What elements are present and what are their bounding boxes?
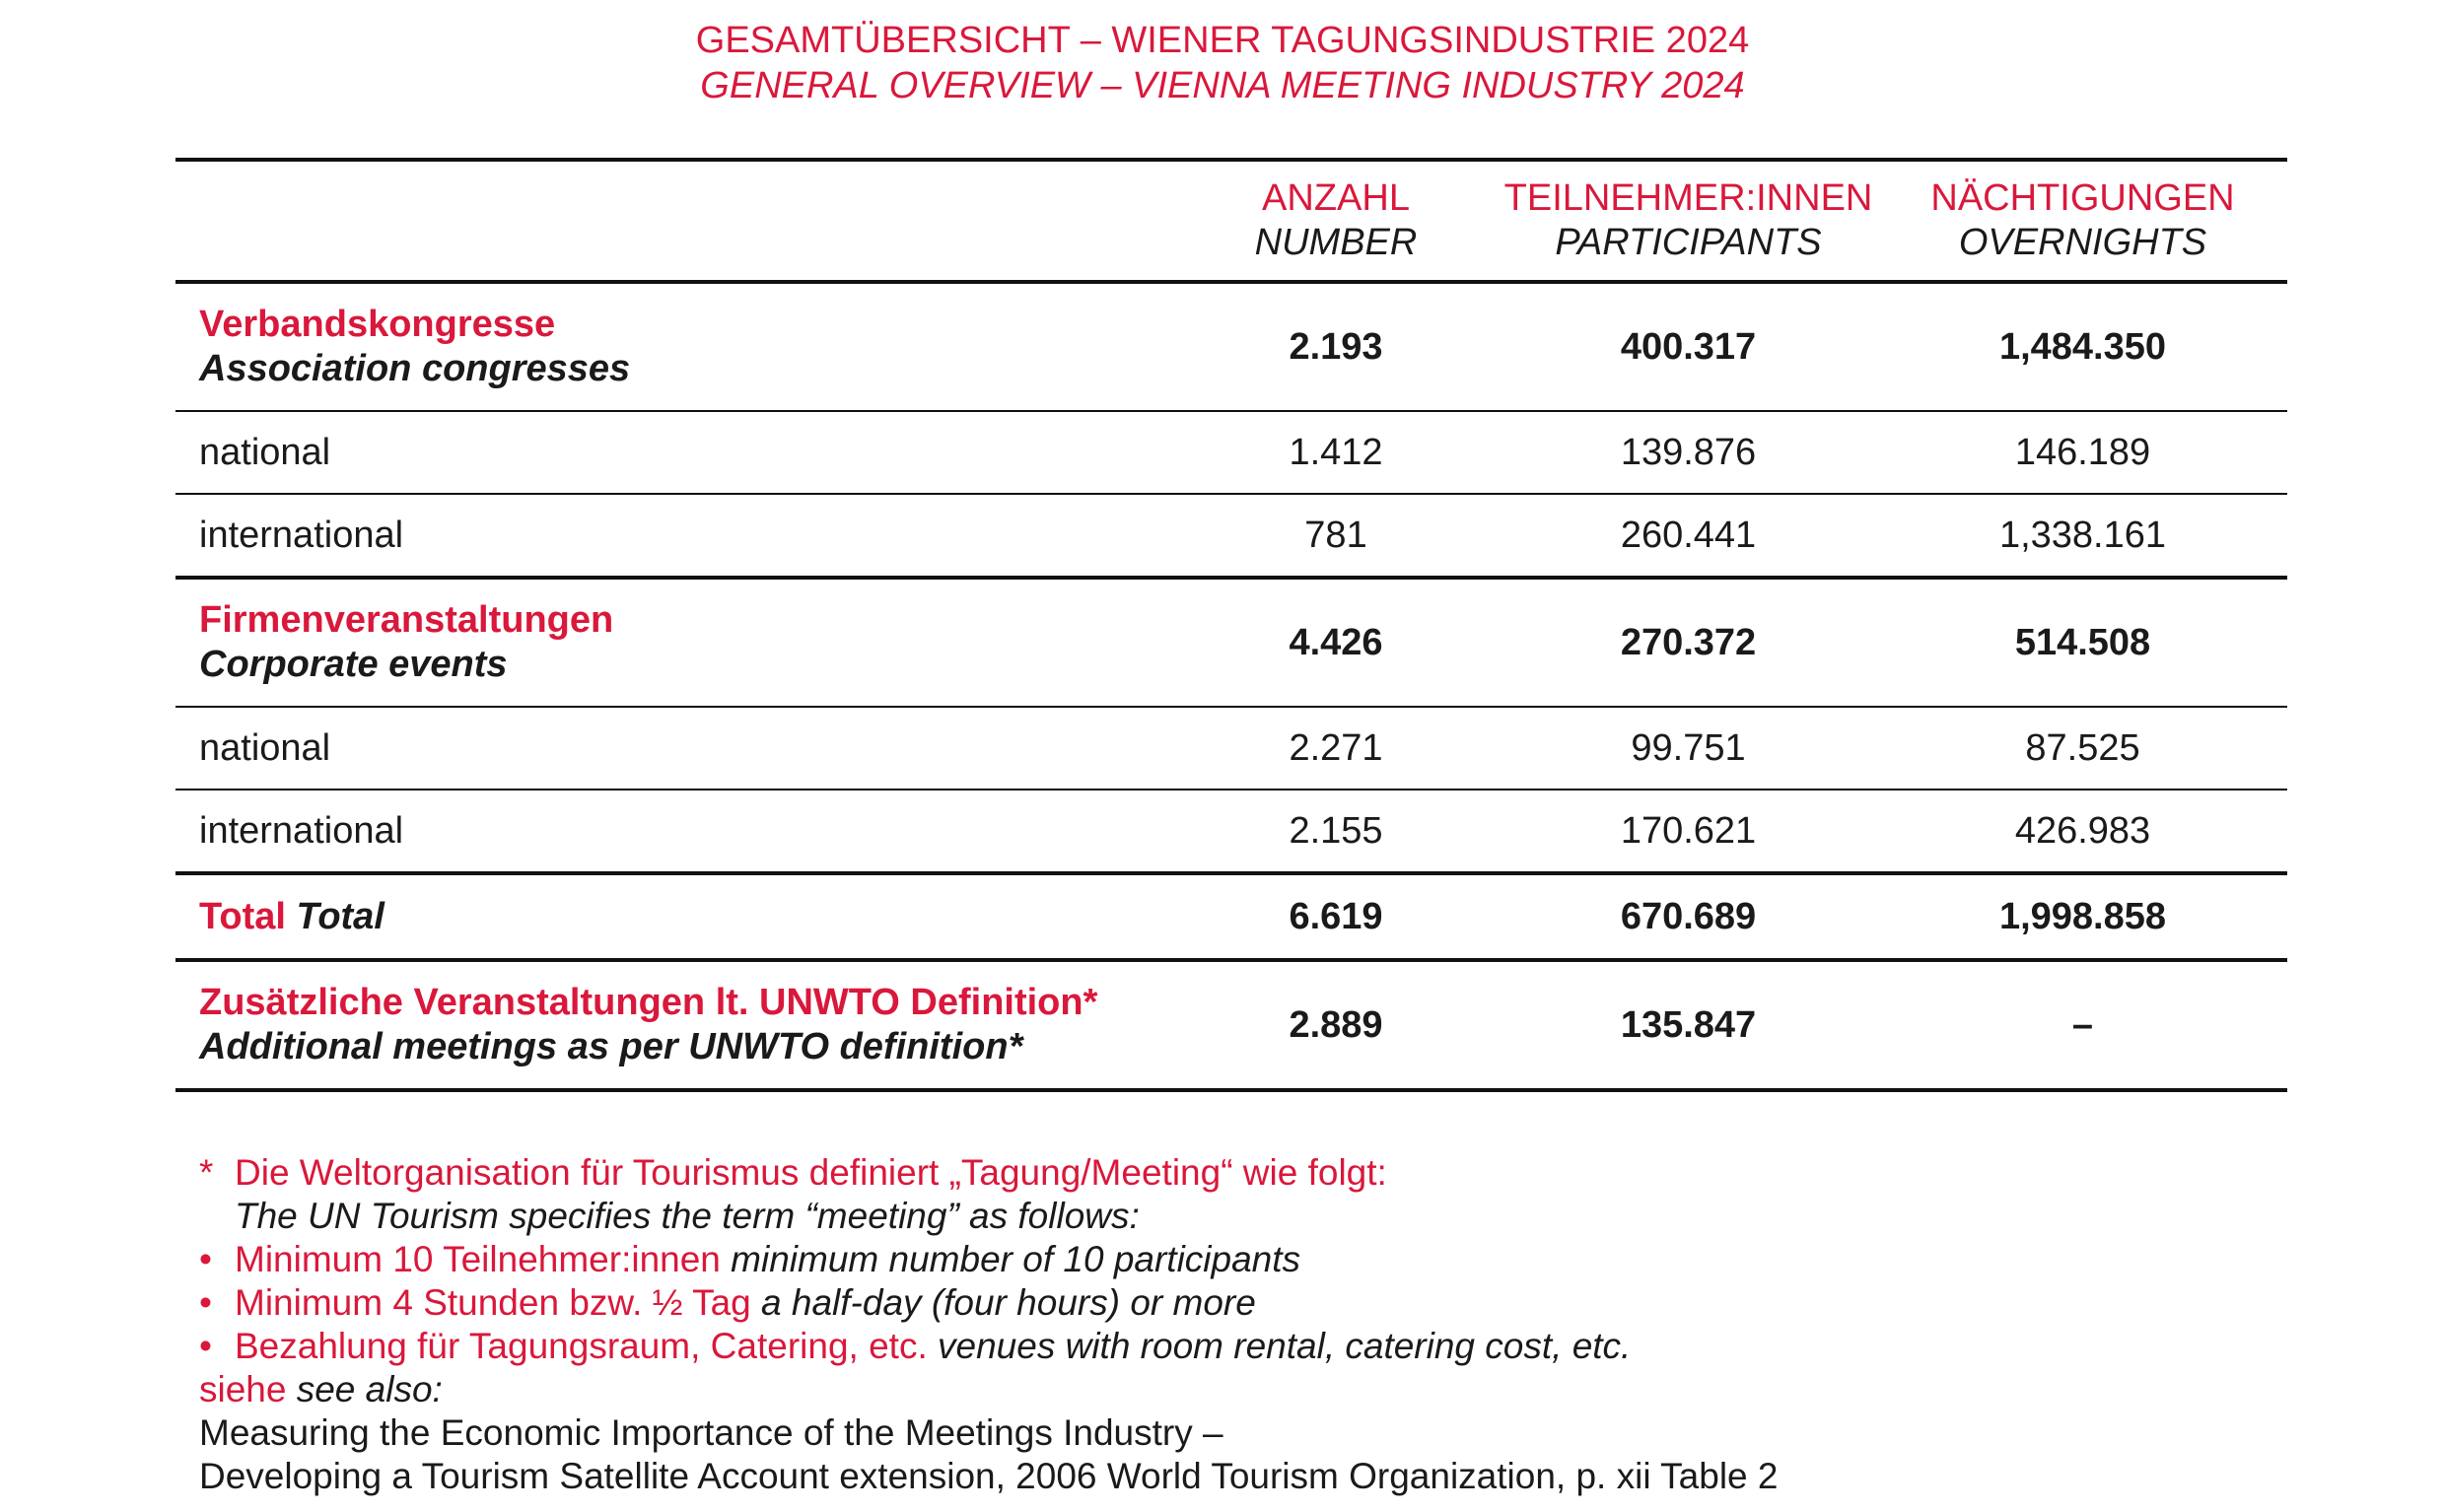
- cell-participants: 260.441: [1620, 514, 1757, 556]
- footnote-intro-de: Die Weltorganisation für Tourismus definiert „Tagung/Meeting“ wie folgt:: [235, 1152, 1387, 1193]
- footnote-reference-line-1: Measuring the Economic Importance of the Meetings Industry –: [199, 1412, 1223, 1453]
- overview-table: [175, 158, 2287, 1092]
- page-title: [0, 18, 2445, 108]
- row-label: [175, 282, 1173, 411]
- cell-participants: 400.317: [1620, 325, 1757, 368]
- cell-number: 2.155: [1289, 809, 1383, 852]
- cell-overnights: 426.983: [2014, 809, 2151, 852]
- header-empty-cell: [175, 160, 1173, 282]
- cell-number: 2.271: [1289, 726, 1383, 769]
- bullet-en: venues with room rental, catering cost, etc.: [938, 1326, 1632, 1366]
- row-label: [175, 578, 1173, 707]
- header-overnights-de: NÄCHTIGUNGEN: [1930, 177, 2235, 219]
- footnote-bullet-2: [199, 1281, 1778, 1325]
- see-also-en: see also:: [296, 1369, 443, 1409]
- header-overnights-en: OVERNIGHTS: [1958, 222, 2207, 263]
- cell-number: 781: [1304, 514, 1367, 556]
- cell-number: 2.889: [1289, 1003, 1383, 1046]
- header-number-de: ANZAHL: [1262, 177, 1410, 219]
- header-participants-en: PARTICIPANTS: [1555, 222, 1822, 263]
- row-label: national: [199, 431, 331, 473]
- row-label-en: Association congresses: [199, 348, 631, 389]
- cell-number: 4.426: [1289, 621, 1383, 663]
- bullet-mark: •: [199, 1326, 212, 1366]
- bullet-de: Bezahlung für Tagungsraum, Catering, etc.: [235, 1326, 928, 1366]
- footnote-see-also: [199, 1368, 1778, 1411]
- header-number-en: NUMBER: [1254, 222, 1418, 263]
- bullet-en: a half-day (four hours) or more: [761, 1282, 1256, 1323]
- table-row-additional-meetings: [175, 960, 2287, 1090]
- row-label: [175, 960, 1173, 1090]
- title-english: GENERAL OVERVIEW – VIENNA MEETING INDUSTRY 2024: [700, 65, 1745, 106]
- cell-participants: 139.876: [1620, 431, 1757, 473]
- footnote-bullet-1: [199, 1238, 1778, 1281]
- row-label-de: Total: [199, 895, 286, 937]
- table-row-corporate-events: [175, 578, 2287, 707]
- row-label: national: [199, 726, 331, 769]
- header-participants: [1499, 160, 1878, 282]
- asterisk-mark: *: [199, 1152, 214, 1193]
- table-row-association-international: [175, 494, 2287, 578]
- cell-number: 2.193: [1289, 325, 1383, 368]
- footnote-bullet-3: [199, 1325, 1778, 1368]
- cell-participants: 170.621: [1620, 809, 1757, 852]
- row-label-en: Corporate events: [199, 644, 508, 685]
- footnote-intro-en: The UN Tourism specifies the term “meeting” as follows:: [235, 1196, 1140, 1236]
- cell-number: 1.412: [1289, 431, 1383, 473]
- row-label-de: Zusätzliche Veranstaltungen lt. UNWTO Definition*: [199, 982, 1098, 1023]
- row-label-en: Total: [296, 895, 384, 937]
- row-label-en: Additional meetings as per UNWTO definition*: [199, 1026, 1023, 1067]
- cell-overnights: 1,338.161: [1998, 514, 2167, 556]
- bullet-en: minimum number of 10 participants: [731, 1239, 1301, 1279]
- row-label-de: Firmenveranstaltungen: [199, 599, 614, 641]
- see-also-de: siehe: [199, 1369, 287, 1409]
- cell-overnights: –: [2071, 1003, 2094, 1046]
- footnote-intro-de-line: [199, 1151, 1778, 1195]
- cell-participants: 99.751: [1631, 726, 1746, 769]
- table-row-association-congresses: [175, 282, 2287, 411]
- row-label: international: [199, 809, 404, 852]
- header-participants-de: TEILNEHMER:INNEN: [1503, 177, 1873, 219]
- title-german: GESAMTÜBERSICHT – WIENER TAGUNGSINDUSTRIE 2024: [695, 20, 1750, 61]
- cell-number: 6.619: [1289, 895, 1383, 937]
- row-label-de: Verbandskongresse: [199, 304, 556, 345]
- cell-participants: 270.372: [1620, 621, 1757, 663]
- table-row-total: [175, 873, 2287, 960]
- bullet-mark: •: [199, 1282, 212, 1323]
- table-row-association-national: [175, 411, 2287, 494]
- cell-overnights: 146.189: [2014, 431, 2151, 473]
- table-header-row: [175, 160, 2287, 282]
- cell-participants: 670.689: [1620, 895, 1757, 937]
- cell-participants: 135.847: [1620, 1003, 1757, 1046]
- footnote: [199, 1151, 1778, 1498]
- cell-overnights: 1,484.350: [1998, 325, 2167, 368]
- bullet-de: Minimum 4 Stunden bzw. ½ Tag: [235, 1282, 751, 1323]
- bullet-de: Minimum 10 Teilnehmer:innen: [235, 1239, 721, 1279]
- bullet-mark: •: [199, 1239, 212, 1279]
- header-number: [1173, 160, 1499, 282]
- cell-overnights: 1,998.858: [1998, 895, 2167, 937]
- cell-overnights: 87.525: [2025, 726, 2140, 769]
- footnote-reference-line-2: Developing a Tourism Satellite Account extension, 2006 World Tourism Organization, p. xii Table 2: [199, 1456, 1779, 1496]
- cell-overnights: 514.508: [2014, 621, 2151, 663]
- table-row-corporate-international: [175, 790, 2287, 873]
- table-row-corporate-national: [175, 707, 2287, 790]
- row-label: international: [199, 514, 404, 556]
- header-overnights: [1878, 160, 2287, 282]
- row-label: [175, 873, 1173, 960]
